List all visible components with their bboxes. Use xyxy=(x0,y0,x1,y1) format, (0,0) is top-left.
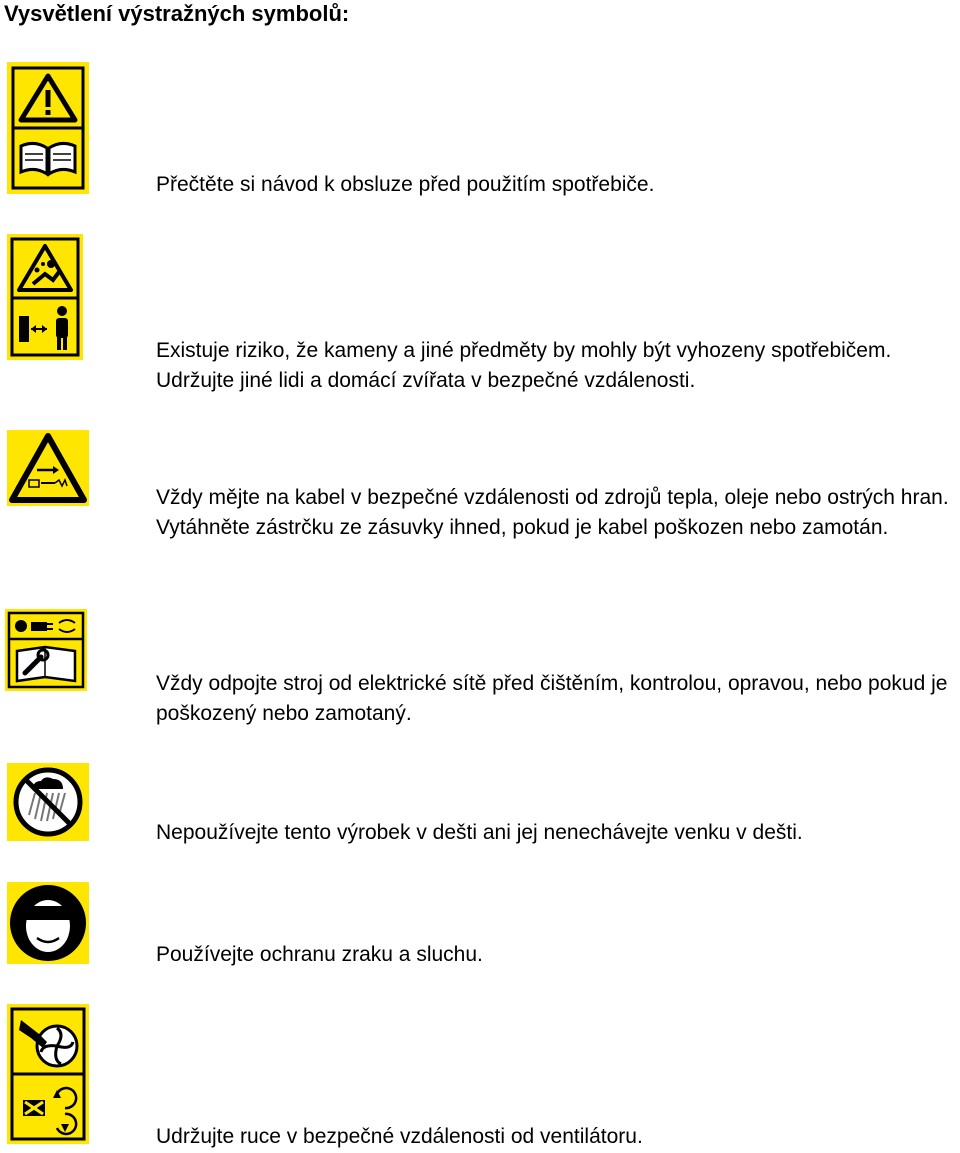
symbol-description-thrown-objects: Existuje riziko, že kameny a jiné předměty by mohly být vyhozeny spotřebičem. Udržujte jiné lidi a domácí zvířata v bezpečné vzdálenosti. xyxy=(156,339,892,392)
symbol-description-no-rain: Nepoužívejte tento výrobek v dešti ani jej nenechávejte venku v dešti. xyxy=(156,821,803,844)
page-title: Vysvětlení výstražných symbolů: xyxy=(4,1,350,26)
eye-ear-protection-icon xyxy=(7,882,89,964)
cable-hazard-icon xyxy=(7,430,89,506)
no-rain-icon xyxy=(7,763,89,841)
symbol-description-fan: Udržujte ruce v bezpečné vzdálenosti od ventilátoru. xyxy=(156,1125,643,1148)
thrown-objects-icon xyxy=(7,234,83,360)
symbol-description-unplug: Vždy odpojte stroj od elektrické sítě před čištěním, kontrolou, opravou, nebo pokud je poškozený nebo zamotaný. xyxy=(156,672,948,725)
read-manual-icon xyxy=(7,62,89,194)
symbol-description-read-manual: Přečtěte si návod k obsluze před použitím spotřebiče. xyxy=(156,173,655,196)
unplug-before-maintenance-icon xyxy=(5,609,87,691)
symbol-description-cable-hazard: Vždy mějte na kabel v bezpečné vzdálenosti od zdrojů tepla, oleje nebo ostrých hran. Vytáhněte zástrčku ze zásuvky ihned, pokud je kabel poškozen nebo zamotán. xyxy=(156,486,949,539)
fan-hand-hazard-icon xyxy=(7,1004,89,1144)
symbol-description-protection: Používejte ochranu zraku a sluchu. xyxy=(156,943,483,966)
